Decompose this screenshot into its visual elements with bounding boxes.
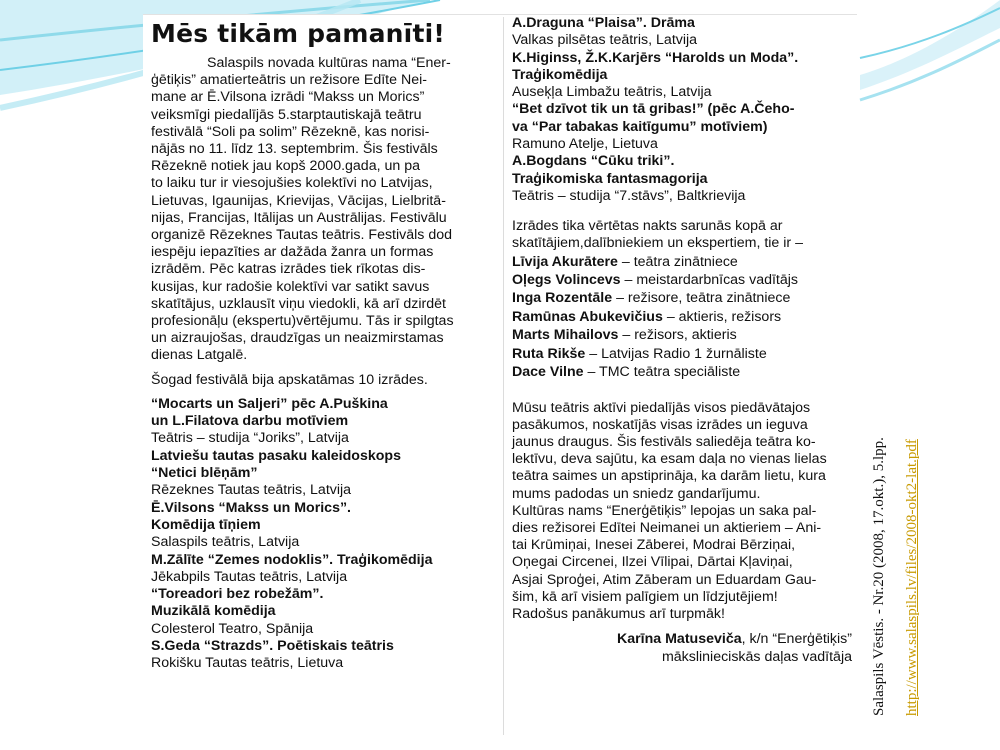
play-title: Traģikomēdija [512, 66, 608, 83]
column-divider [503, 17, 504, 735]
play-title: S.Geda “Strazds”. Poētiskais teātris [151, 638, 394, 655]
play-title: un L.Filatova darbu motīviem [151, 413, 349, 430]
play-title: Traģikomiska fantasmagorija [512, 170, 708, 187]
text-line: profesionāļu (ekspertu)vērtējumu. Tās ir spilgtas [151, 313, 454, 330]
text-line: organizē Rēzeknes Tautas teātris. Festivāls dod [151, 227, 452, 244]
text-line: skatītājus, uzklausīt viņu viedokli, kā arī dzirdēt [151, 295, 446, 312]
plays-list-right [512, 15, 852, 205]
article-headline: Mēs tikām pamanīti! [151, 19, 445, 48]
jury-name: Inga Rozentāle [512, 290, 613, 307]
play-venue: Colesterol Teatro, Spānija [151, 620, 314, 637]
play-venue: Jēkabpils Tautas teātris, Latvija [151, 568, 348, 585]
play-venue: Rēzeknes Tautas teātris, Latvija [151, 482, 352, 499]
author-role: mākslinieciskās daļas vadītāja [661, 649, 852, 666]
author-affiliation: , k/n “Enerģētiķis” [741, 631, 852, 648]
text-line: to laiku tur ir viesojušies kolektīvi no Latvijas, [151, 175, 433, 192]
jury-role: – režisore, teātra zinātniece [612, 290, 791, 307]
text-line: dienas Latgalē. [151, 347, 248, 364]
play-venue: Ramuno Atelje, Lietuva [512, 136, 658, 153]
text-line: šim, kā arī visiem palīgiem un līdzjutējiem! [512, 588, 778, 605]
jury-role: – meistardarbnīcas vadītājs [620, 272, 798, 289]
plays-count-line: Šogad festivālā bija apskatāmas 10 izrādes. [151, 371, 428, 388]
jury-list [512, 253, 852, 382]
jury-role: – TMC teātra speciāliste [583, 364, 741, 381]
text-line: Lietuvas, Igaunijas, Krievijas, Vācijas, Lielbritā- [151, 192, 446, 209]
play-title: A.Bogdans “Cūku triki”. [512, 153, 675, 170]
text-line: tai Krūmiņai, Inesei Zāberei, Modrai Bērziņai, [512, 537, 796, 554]
play-title: Ē.Vilsons “Makss un Morics”. [151, 499, 352, 516]
jury-role: – Latvijas Radio 1 žurnāliste [585, 345, 767, 362]
play-venue: Salaspils teātris, Latvija [151, 534, 300, 551]
jury-member [512, 363, 852, 381]
jury-name: Oļegs Volincevs [512, 272, 621, 289]
text-line: dies režisorei Edītei Neimanei un aktieriem – Ani- [512, 519, 822, 536]
jury-member [512, 253, 852, 271]
jury-member [512, 289, 852, 307]
text-line: festivālā “Soli pa solim” Rēzeknē, kas norisi- [151, 123, 430, 140]
jury-name: Līvija Akurātere [512, 253, 618, 270]
text-line: lektīvu, deva sajūtu, ka esam daļa no vienas lielas [512, 451, 827, 468]
text-line: un aizraujošas, draudzīgas un neaizmirstamas [151, 330, 444, 347]
jury-member [512, 271, 852, 289]
play-title: “Bet dzīvot tik un tā gribas!” (pēc A.Čeho- [512, 101, 795, 118]
play-title: Muzikālā komēdija [151, 603, 276, 620]
play-title: A.Draguna “Plaisa”. Drāma [512, 15, 695, 31]
jury-member [512, 345, 852, 363]
text-line: nijas, Francijas, Itālijas un Austrālijas. Festivālu [151, 209, 447, 226]
text-line: ģētiķis” amatierteātris un režisore Edīte Nei- [151, 72, 427, 89]
jury-name: Dace Vilne [512, 364, 584, 381]
text-line: skatītājiem,dalībniekiem un ekspertiem, tie ir – [512, 235, 803, 252]
text-line: Radošus panākumus arī turpmāk! [512, 605, 725, 622]
text-line: nājās no 11. līdz 13. septembrim. Šis festivāls [151, 141, 438, 158]
jury-role: – režisors, aktieris [618, 327, 737, 344]
play-title: “Netici blēņām” [151, 465, 258, 482]
play-title: Latviešu tautas pasaku kaleidoskops [151, 447, 401, 464]
play-title: “Toreadori bez robežām”. [151, 586, 324, 603]
author-name: Karīna Matuseviča [617, 631, 742, 648]
signature-line [512, 630, 852, 648]
text-line: mums padodas un sniedz gandarījumu. [512, 485, 761, 502]
jury-member [512, 308, 852, 326]
jury-member [512, 326, 852, 344]
text-line: Salaspils novada kultūras nama “Ener- [207, 55, 451, 71]
text-line: jaunus draugus. Šis festivāls saliedēja teātra ko- [512, 433, 816, 450]
text-line: kusijas, kur radošie kolektīvi var satikt savus [151, 278, 430, 295]
source-citation: Salaspils Vēstis. - Nr.20 (2008, 17.okt.), 5.lpp. [871, 437, 887, 716]
text-line: iespēju iepazīties ar dažāda žanra un formas [151, 244, 434, 261]
play-venue: Teātris – studija “7.stāvs”, Baltkrievija [512, 187, 746, 204]
plays-list-left [151, 396, 496, 673]
play-venue: Rokišku Tautas teātris, Lietuva [151, 655, 344, 672]
text-line: mane ar Ē.Vilsona izrādi “Makss un Morics” [151, 89, 425, 106]
text-line: pasākumos, noskatījās visas izrādes un ieguva [512, 416, 808, 433]
text-line: teātra saimes un apstiprināja, ka darām lietu, kura [512, 468, 826, 485]
text-line: veiksmīgi piedalījās 5.starptautiskajā teātru [151, 106, 422, 123]
newspaper-clipping [143, 14, 857, 737]
source-link[interactable]: http://www.salaspils.lv/files/2008-okt2-lat.pdf [904, 439, 920, 716]
play-title: K.Higinss, Ž.K.Karjērs “Harolds un Moda”. [512, 49, 799, 66]
jury-role: – teātra zinātniece [617, 253, 738, 270]
jury-name: Ruta Rikše [512, 345, 586, 362]
text-line: Rēzeknē notiek jau kopš 2000.gada, un pa [151, 158, 420, 175]
play-venue: Teātris – studija “Joriks”, Latvija [151, 430, 349, 447]
text-line: Mūsu teātris aktīvi piedalījās visos piedāvātajos [512, 399, 811, 416]
play-title: va “Par tabakas kaitīgumu” motīviem) [512, 118, 768, 135]
text-line: Oņegai Circenei, Ilzei Vīlipai, Dārtai Kļaviņai, [512, 554, 793, 571]
play-title: Komēdija tīņiem [151, 516, 261, 533]
jury-name: Ramūnas Abukevičius [512, 308, 663, 325]
jury-name: Marts Mihailovs [512, 327, 619, 344]
play-venue: Valkas pilsētas teātris, Latvija [512, 32, 698, 49]
intro-paragraph [151, 55, 496, 365]
text-line: Izrādes tika vērtētas nakts sarunās kopā ar [512, 218, 783, 235]
play-title: “Mocarts un Saljeri” pēc A.Puškina [151, 395, 388, 412]
article-right-column [512, 15, 852, 666]
article-signature [512, 630, 852, 666]
text-line: Asjai Sproģei, Atim Zāberam un Eduardam Gau- [512, 571, 817, 588]
jury-role: – aktieris, režisors [662, 308, 782, 325]
article-left-column [151, 15, 496, 673]
play-venue: Auseķļa Limbažu teātris, Latvija [512, 84, 712, 101]
text-line: izrādēm. Pēc katras izrādes tiek rīkotas dis- [151, 261, 426, 278]
play-title: M.Zālīte “Zemes nodoklis”. Traģikomēdija [151, 551, 433, 568]
closing-paragraph [512, 400, 852, 624]
jury-intro [512, 218, 852, 252]
text-line: Kultūras nams “Enerģētiķis” lepojas un saka pal- [512, 502, 817, 519]
